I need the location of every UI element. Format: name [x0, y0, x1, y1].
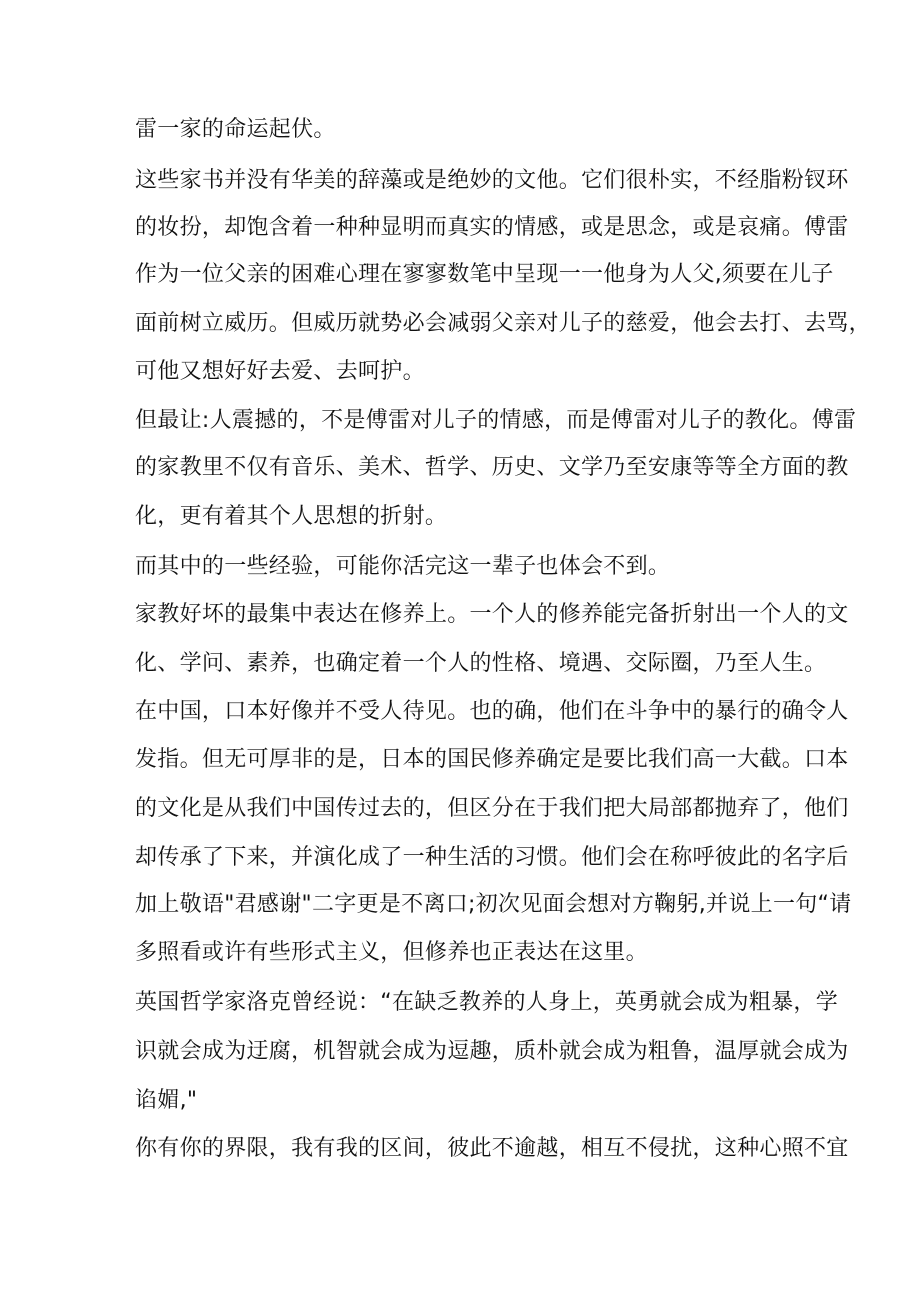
- text-line: 识就会成为迂腐，机智就会成为逗趣，质朴就会成为粗鲁，温厚就会成为: [135, 1039, 849, 1064]
- text-line: 加上敬语"君感谢"二字更是不离口;初次见面会想对方鞠躬,并说上一句“请: [135, 892, 852, 917]
- text-line: 而其中的一些经验，可能你活完这一辈子也体会不到。: [135, 554, 671, 579]
- text-line: 英国哲学家洛克曾经说：“在缺乏教养的人身上，英勇就会成为粗暴，学: [135, 990, 838, 1015]
- text-line: 但最让:人震撼的，不是傅雷对儿子的情感，而是傅雷对儿子的教化。傅雷: [135, 408, 857, 433]
- text-line: 谄媚,": [135, 1088, 198, 1113]
- text-line: 化、学问、素养，也确定着一个人的性格、境遇、交际圈，乃至人生。: [135, 651, 827, 676]
- text-line: 却传承了下来，并演化成了一种生活的习惯。他们会在称呼彼此的名字后: [135, 845, 849, 870]
- text-line: 化，更有着其个人思想的折射。: [135, 504, 448, 529]
- text-line: 这些家书并没有华美的辞藻或是绝妙的文他。它们很朴实，不经脂粉钗环: [135, 168, 849, 193]
- text-line: 家教好坏的最集中表达在修养上。一个人的修养能完备折射出一个人的文: [135, 602, 849, 627]
- text-line: 可他又想好好去爱、去呵护。: [135, 359, 425, 384]
- text-line: 的妆扮，却饱含着一种种显明而真实的情感，或是思念，或是哀痛。傅雷: [135, 215, 849, 240]
- text-line: 的家教里不仅有音乐、美术、哲学、历史、文学乃至安康等等全方面的教: [135, 455, 849, 480]
- text-line: 的文化是从我们中国传过去的，但区分在于我们把大局部都抛弃了，他们: [135, 796, 849, 821]
- text-line: 在中国，口本好像并不受人待见。也的确，他们在斗争中的暴行的确令人: [135, 699, 849, 724]
- text-line: 发指。但无可厚非的是，日本的国民修养确定是要比我们高一大截。口本: [135, 747, 849, 772]
- text-line: 面前树立威历。但威历就势必会减弱父亲对儿子的慈爱，他会去打、去骂，: [135, 311, 871, 336]
- text-line: 作为一位父亲的困难心理在寥寥数笔中呈现一一他身为人父,须要在儿子: [135, 262, 834, 287]
- text-line: 你有你的界限，我有我的区间，彼此不逾越，相互不侵扰，这种心照不宜: [135, 1136, 849, 1161]
- text-line: 雷一家的命运起伏。: [135, 117, 336, 142]
- text-line: 多照看或许有些形式主义，但修养也正表达在这里。: [135, 940, 648, 965]
